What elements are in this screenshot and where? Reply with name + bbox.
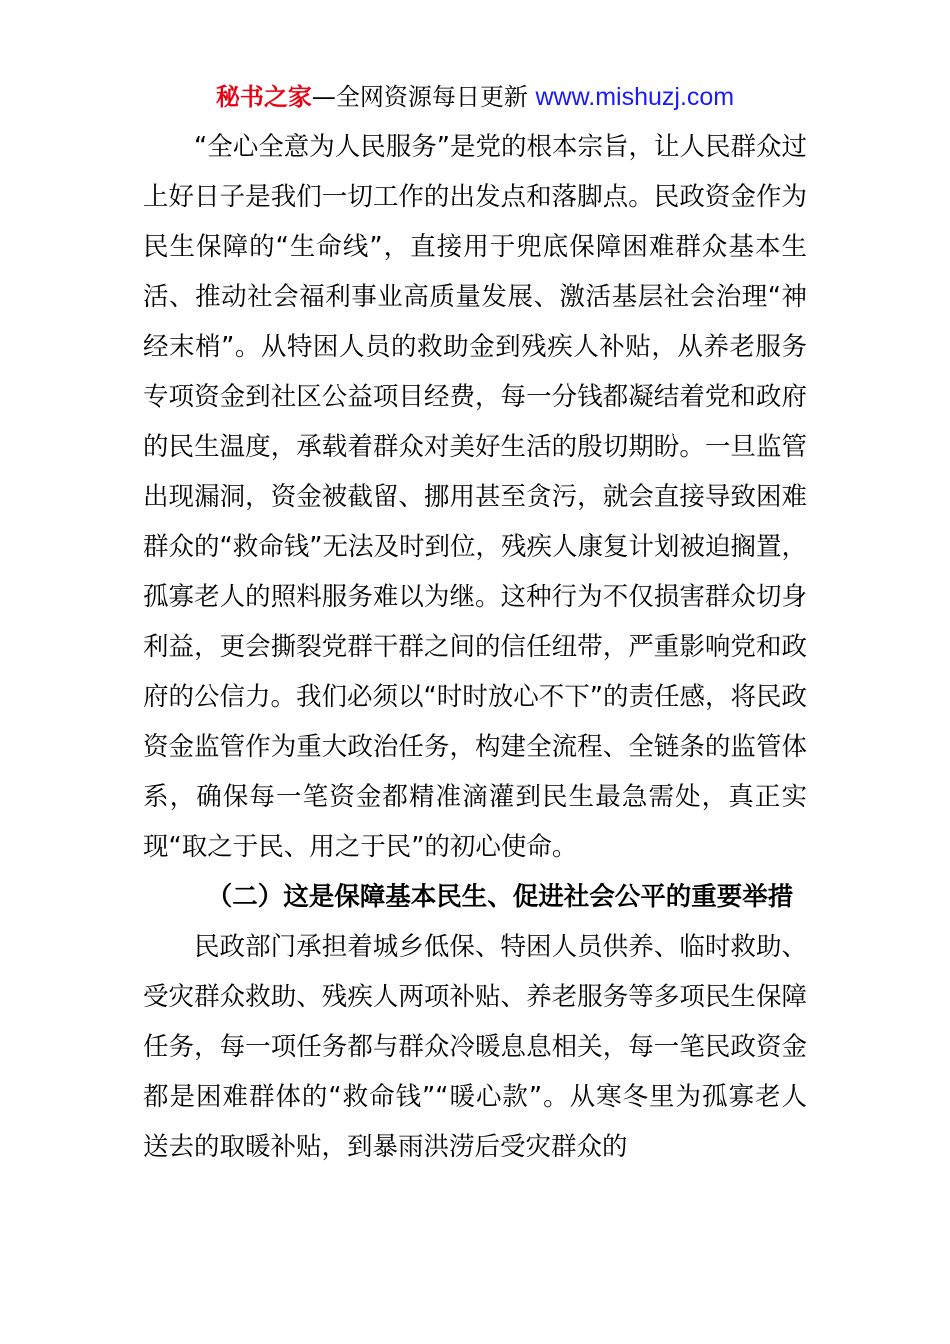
paragraph-2: 民政部门承担着城乡低保、特困人员供养、临时救助、受灾群众救助、残疾人两项补贴、养老服务等多项民生保障任务，每一项任务都与群众冷暖息息相关，每一笔民政资金都是困难群体的“救命钱”“暖心款”。从寒冬里为孤寡老人送去的取暖补贴，到暴雨洪涝后受灾群众的 [143,932,807,1162]
site-url-link[interactable]: www.mishuzj.com [535,83,735,111]
brand-name: 秘书之家 [215,83,312,111]
document-body [143,122,807,1172]
section-heading-2: （二）这是保障基本民生、促进社会公平的重要举措 [206,882,794,912]
paragraph-1: “全心全意为人民服务”是党的根本宗旨，让人民群众过上好日子是我们一切工作的出发点和落脚点。民政资金作为民生保障的“生命线”，直接用于兜底保障困难群众基本生活、推动社会福利事业高质量发展、激活基层社会治理“神经末梢”。从特困人员的救助金到残疾人补贴，从养老服务专项资金到社区公益项目经费，每一分钱都凝结着党和政府的民生温度，承载着群众对美好生活的殷切期盼。一旦监管出现漏洞，资金被截留、挪用甚至贪污，就会直接导致困难群众的“救命钱”无法及时到位，残疾人康复计划被迫搁置，孤寡老人的照料服务难以为继。这种行为不仅损害群众切身利益，更会撕裂党群干群之间的信任纽带，严重影响党和政府的公信力。我们必须以“时时放心不下”的责任感，将民政资金监管作为重大政治任务，构建全流程、全链条的监管体系，确保每一笔资金都精准滴灌到民生最急需处，真正实现“取之于民、用之于民”的初心使命。 [143,132,807,862]
site-header [0,80,950,114]
header-tagline: —全网资源每日更新 [311,83,536,111]
